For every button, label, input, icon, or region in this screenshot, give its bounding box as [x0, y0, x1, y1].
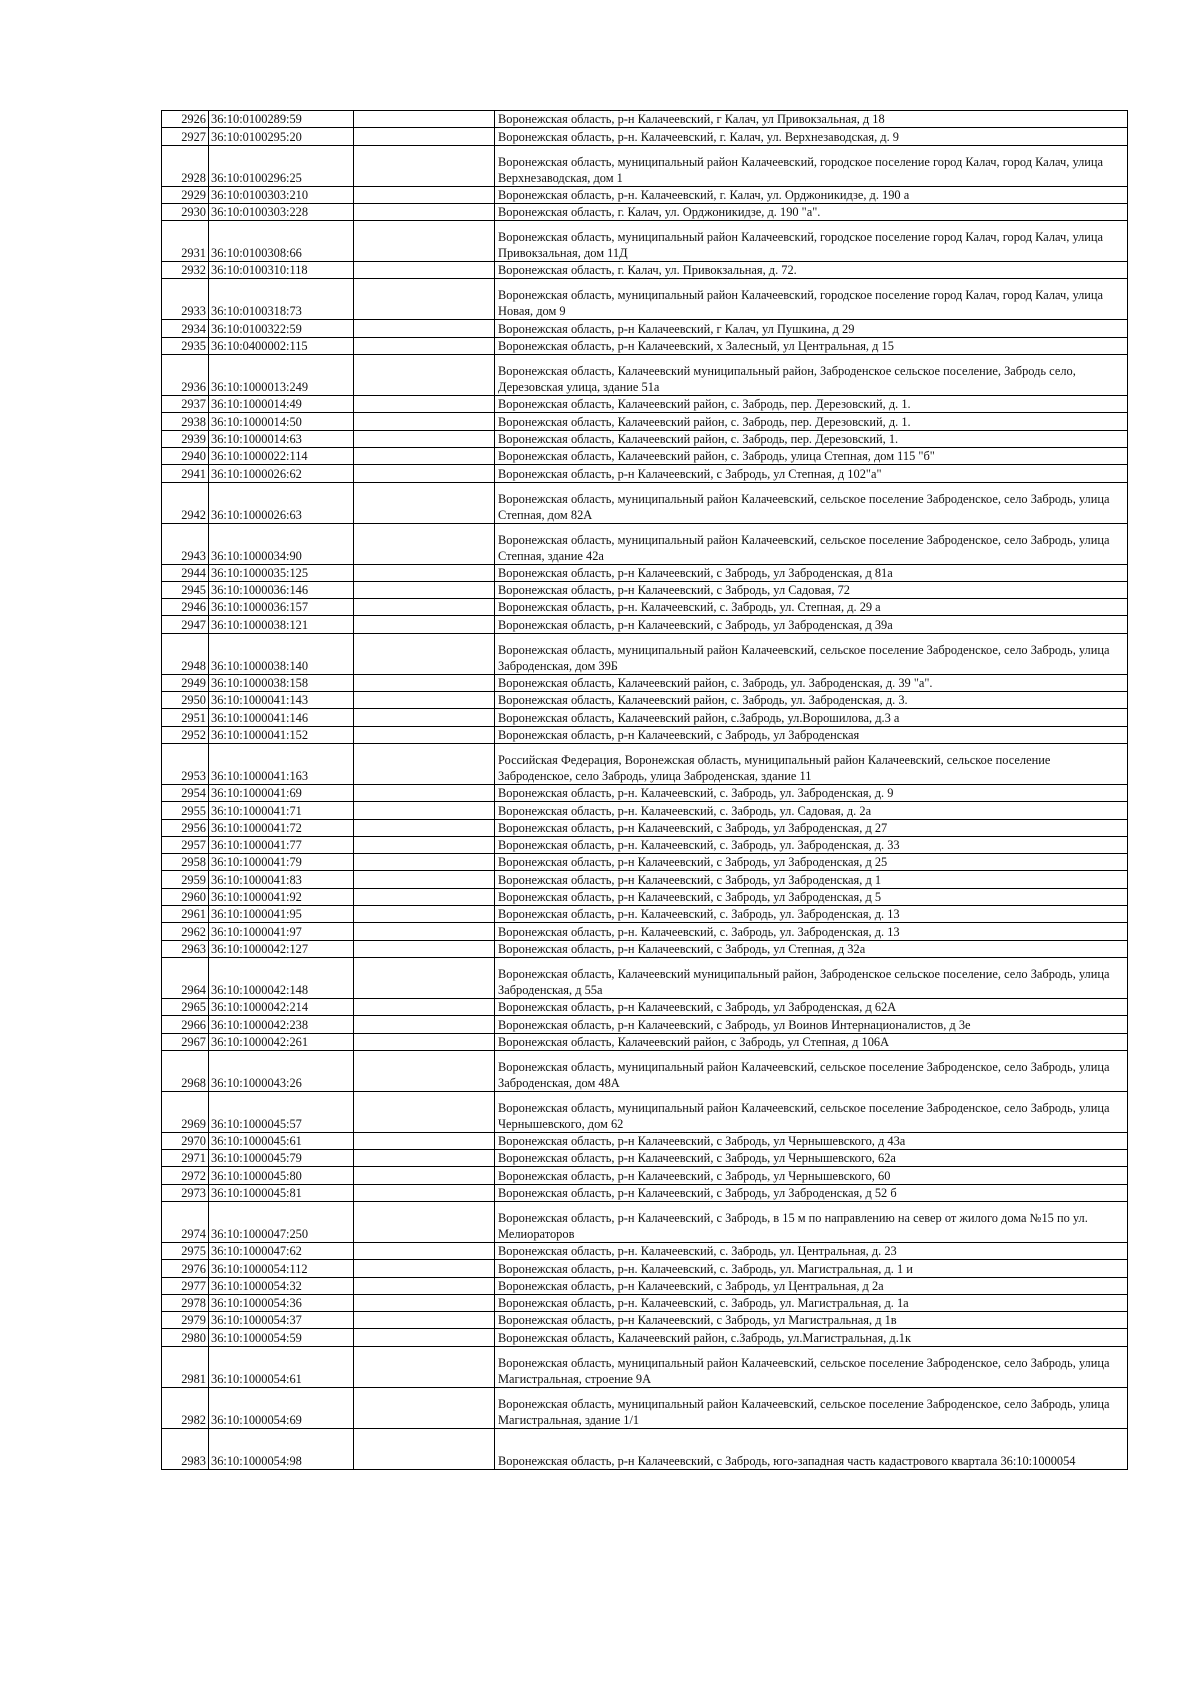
empty-cell: [354, 564, 495, 581]
address: Воронежская область, р-н Калачеевский, х Залесный, ул Центральная, д 15: [495, 337, 1128, 354]
row-number: 2950: [162, 692, 209, 709]
cadastral-number: 36:10:1000041:97: [209, 923, 354, 940]
address: Воронежская область, Калачеевский муниципальный район, Заброденское сельское поселение, Забродь село, Дерезовская улица, здание 51а: [495, 355, 1128, 396]
address: Воронежская область, р-н Калачеевский, с Забродь, ул Чернышевского, 62а: [495, 1150, 1128, 1167]
table-row: [162, 1294, 1128, 1311]
table-row: [162, 145, 1128, 186]
empty-cell: [354, 482, 495, 523]
cadastral-number: 36:10:0100303:228: [209, 203, 354, 220]
row-number: 2974: [162, 1201, 209, 1242]
cadastral-number: 36:10:1000047:250: [209, 1201, 354, 1242]
empty-cell: [354, 836, 495, 853]
table-row: [162, 203, 1128, 220]
table-row: [162, 262, 1128, 279]
cadastral-number: 36:10:1000042:148: [209, 957, 354, 998]
empty-cell: [354, 1091, 495, 1132]
table-row: [162, 279, 1128, 320]
row-number: 2967: [162, 1033, 209, 1050]
row-number: 2949: [162, 674, 209, 691]
cadastral-number: 36:10:1000026:63: [209, 482, 354, 523]
cadastral-number: 36:10:1000041:95: [209, 906, 354, 923]
cadastral-number: 36:10:1000014:63: [209, 430, 354, 447]
cadastral-number: 36:10:0100303:210: [209, 186, 354, 203]
table-row: [162, 633, 1128, 674]
empty-cell: [354, 447, 495, 464]
table-row: [162, 447, 1128, 464]
table-row: [162, 1050, 1128, 1091]
empty-cell: [354, 1387, 495, 1428]
table-row: [162, 1346, 1128, 1387]
table-row: [162, 1260, 1128, 1277]
cadastral-number: 36:10:1000042:214: [209, 998, 354, 1015]
table-row: [162, 128, 1128, 145]
row-number: 2971: [162, 1150, 209, 1167]
address: Воронежская область, р-н Калачеевский, с Забродь, ул Заброденская, д 25: [495, 854, 1128, 871]
address: Воронежская область, Калачеевский район, с.Забродь, ул.Магистральная, д.1к: [495, 1329, 1128, 1346]
address: Воронежская область, муниципальный район Калачеевский, сельское поселение Заброденское, село Забродь, улица Степная, здание 42а: [495, 523, 1128, 564]
table-row: [162, 523, 1128, 564]
empty-cell: [354, 430, 495, 447]
row-number: 2962: [162, 923, 209, 940]
table-row: [162, 1312, 1128, 1329]
row-number: 2929: [162, 186, 209, 203]
row-number: 2955: [162, 802, 209, 819]
empty-cell: [354, 1277, 495, 1294]
address: Воронежская область, р-н Калачеевский, г Калач, ул Пушкина, д 29: [495, 320, 1128, 337]
table-row: [162, 784, 1128, 801]
table-row: [162, 1150, 1128, 1167]
row-number: 2972: [162, 1167, 209, 1184]
row-number: 2975: [162, 1242, 209, 1259]
table-row: [162, 355, 1128, 396]
address: Воронежская область, р-н Калачеевский, с Забродь, ул Заброденская: [495, 726, 1128, 743]
row-number: 2979: [162, 1312, 209, 1329]
row-number: 2931: [162, 221, 209, 262]
cadastral-number: 36:10:1000041:69: [209, 784, 354, 801]
table-row: [162, 430, 1128, 447]
table-row: [162, 1091, 1128, 1132]
address: Воронежская область, р-н. Калачеевский, с. Забродь, ул. Заброденская, д. 9: [495, 784, 1128, 801]
address: Воронежская область, Калачеевский район, с Забродь, ул Степная, д 106А: [495, 1033, 1128, 1050]
table-row: [162, 957, 1128, 998]
row-number: 2941: [162, 465, 209, 482]
empty-cell: [354, 692, 495, 709]
table-row: [162, 221, 1128, 262]
table-row: [162, 1033, 1128, 1050]
cadastral-number: 36:10:1000054:98: [209, 1428, 354, 1469]
empty-cell: [354, 888, 495, 905]
row-number: 2944: [162, 564, 209, 581]
row-number: 2942: [162, 482, 209, 523]
empty-cell: [354, 784, 495, 801]
address: Воронежская область, р-н Калачеевский, с Забродь, ул Заброденская, д 62А: [495, 998, 1128, 1015]
cadastral-number: 36:10:1000042:127: [209, 940, 354, 957]
empty-cell: [354, 1016, 495, 1033]
row-number: 2930: [162, 203, 209, 220]
address: Воронежская область, муниципальный район Калачеевский, сельское поселение Заброденское, село Забродь, улица Чернышевского, дом 62: [495, 1091, 1128, 1132]
empty-cell: [354, 1428, 495, 1469]
empty-cell: [354, 111, 495, 128]
row-number: 2957: [162, 836, 209, 853]
table-row: [162, 465, 1128, 482]
cadastral-number: 36:10:1000045:81: [209, 1184, 354, 1201]
row-number: 2934: [162, 320, 209, 337]
empty-cell: [354, 599, 495, 616]
row-number: 2977: [162, 1277, 209, 1294]
address: Российская Федерация, Воронежская область, муниципальный район Калачеевский, сельское поселение Заброденское, село Забродь, улица Заброденская, здание 11: [495, 743, 1128, 784]
cadastral-number: 36:10:1000041:79: [209, 854, 354, 871]
address: Воронежская область, Калачеевский район, с. Забродь, ул. Заброденская, д. 3.: [495, 692, 1128, 709]
address: Воронежская область, р-н. Калачеевский, г. Калач, ул. Верхнезаводская, д. 9: [495, 128, 1128, 145]
row-number: 2951: [162, 709, 209, 726]
row-number: 2940: [162, 447, 209, 464]
cadastral-number: 36:10:1000041:146: [209, 709, 354, 726]
cadastral-number: 36:10:1000041:71: [209, 802, 354, 819]
table-row: [162, 1387, 1128, 1428]
address: Воронежская область, Калачеевский муниципальный район, Заброденское сельское поселение, село Забродь, улица Заброденская, д 55а: [495, 957, 1128, 998]
empty-cell: [354, 709, 495, 726]
address: Воронежская область, р-н Калачеевский, с Забродь, ул Заброденская, д 39а: [495, 616, 1128, 633]
address: Воронежская область, р-н Калачеевский, с Забродь, ул Чернышевского, д 43а: [495, 1132, 1128, 1149]
table-row: [162, 599, 1128, 616]
empty-cell: [354, 523, 495, 564]
cadastral-number: 36:10:1000038:158: [209, 674, 354, 691]
cadastral-number: 36:10:1000054:32: [209, 1277, 354, 1294]
cadastral-table-body: [162, 111, 1128, 1470]
row-number: 2936: [162, 355, 209, 396]
table-row: [162, 396, 1128, 413]
table-row: [162, 616, 1128, 633]
address: Воронежская область, р-н. Калачеевский, с. Забродь, ул. Магистральная, д. 1а: [495, 1294, 1128, 1311]
row-number: 2937: [162, 396, 209, 413]
empty-cell: [354, 1050, 495, 1091]
row-number: 2983: [162, 1428, 209, 1469]
table-row: [162, 940, 1128, 957]
address: Воронежская область, муниципальный район Калачеевский, городское поселение город Калач, город Калач, улица Новая, дом 9: [495, 279, 1128, 320]
cadastral-number: 36:10:1000036:157: [209, 599, 354, 616]
address: Воронежская область, р-н Калачеевский, с Забродь, ул Садовая, 72: [495, 581, 1128, 598]
cadastral-number: 36:10:1000022:114: [209, 447, 354, 464]
table-row: [162, 819, 1128, 836]
empty-cell: [354, 1184, 495, 1201]
address: Воронежская область, Калачеевский район, с. Забродь, ул. Заброденская, д. 39 "а".: [495, 674, 1128, 691]
row-number: 2970: [162, 1132, 209, 1149]
row-number: 2973: [162, 1184, 209, 1201]
row-number: 2982: [162, 1387, 209, 1428]
address: Воронежская область, муниципальный район Калачеевский, сельское поселение Заброденское, село Забродь, улица Магистральная, строение 9А: [495, 1346, 1128, 1387]
row-number: 2965: [162, 998, 209, 1015]
table-row: [162, 1242, 1128, 1259]
empty-cell: [354, 262, 495, 279]
table-row: [162, 888, 1128, 905]
address: Воронежская область, муниципальный район Калачеевский, сельское поселение Заброденское, село Забродь, улица Заброденская, дом 48А: [495, 1050, 1128, 1091]
cadastral-number: 36:10:1000014:49: [209, 396, 354, 413]
cadastral-number: 36:10:1000014:50: [209, 413, 354, 430]
empty-cell: [354, 1312, 495, 1329]
empty-cell: [354, 581, 495, 598]
empty-cell: [354, 674, 495, 691]
row-number: 2956: [162, 819, 209, 836]
empty-cell: [354, 998, 495, 1015]
cadastral-number: 36:10:1000041:77: [209, 836, 354, 853]
address: Воронежская область, Калачеевский район, с. Забродь, пер. Дерезовский, д. 1.: [495, 396, 1128, 413]
table-row: [162, 1329, 1128, 1346]
row-number: 2976: [162, 1260, 209, 1277]
row-number: 2981: [162, 1346, 209, 1387]
row-number: 2963: [162, 940, 209, 957]
row-number: 2953: [162, 743, 209, 784]
address: Воронежская область, р-н. Калачеевский, г. Калач, ул. Орджоникидзе, д. 190 а: [495, 186, 1128, 203]
table-row: [162, 802, 1128, 819]
table-row: [162, 111, 1128, 128]
address: Воронежская область, р-н Калачеевский, с Забродь, в 15 м по направлению на север от жилого дома №15 по ул. Мелиораторов: [495, 1201, 1128, 1242]
cadastral-number: 36:10:1000041:83: [209, 871, 354, 888]
cadastral-number: 36:10:0100289:59: [209, 111, 354, 128]
empty-cell: [354, 1294, 495, 1311]
table-row: [162, 482, 1128, 523]
row-number: 2954: [162, 784, 209, 801]
address: Воронежская область, Калачеевский район, с. Забродь, пер. Дерезовский, 1.: [495, 430, 1128, 447]
row-number: 2935: [162, 337, 209, 354]
row-number: 2966: [162, 1016, 209, 1033]
address: Воронежская область, муниципальный район Калачеевский, сельское поселение Заброденское, село Забродь, улица Степная, дом 82А: [495, 482, 1128, 523]
table-row: [162, 726, 1128, 743]
empty-cell: [354, 1242, 495, 1259]
cadastral-number: 36:10:1000043:26: [209, 1050, 354, 1091]
table-row: [162, 674, 1128, 691]
address: Воронежская область, р-н. Калачеевский, с. Забродь, ул. Заброденская, д. 33: [495, 836, 1128, 853]
address: Воронежская область, муниципальный район Калачеевский, сельское поселение Заброденское, село Забродь, улица Магистральная, здание 1/1: [495, 1387, 1128, 1428]
table-row: [162, 709, 1128, 726]
row-number: 2945: [162, 581, 209, 598]
address: Воронежская область, г. Калач, ул. Орджоникидзе, д. 190 "а".: [495, 203, 1128, 220]
empty-cell: [354, 616, 495, 633]
cadastral-number: 36:10:1000041:152: [209, 726, 354, 743]
table-row: [162, 692, 1128, 709]
cadastral-number: 36:10:1000054:59: [209, 1329, 354, 1346]
cadastral-number: 36:10:0100296:25: [209, 145, 354, 186]
empty-cell: [354, 145, 495, 186]
cadastral-number: 36:10:1000042:238: [209, 1016, 354, 1033]
cadastral-number: 36:10:1000042:261: [209, 1033, 354, 1050]
address: Воронежская область, р-н Калачеевский, с Забродь, ул Центральная, д 2а: [495, 1277, 1128, 1294]
table-row: [162, 998, 1128, 1015]
empty-cell: [354, 279, 495, 320]
address: Воронежская область, муниципальный район Калачеевский, сельское поселение Заброденское, село Забродь, улица Заброденская, дом 39Б: [495, 633, 1128, 674]
cadastral-number: 36:10:1000054:69: [209, 1387, 354, 1428]
table-row: [162, 581, 1128, 598]
cadastral-number: 36:10:1000013:249: [209, 355, 354, 396]
address: Воронежская область, р-н. Калачеевский, с. Забродь, ул. Заброденская, д. 13: [495, 923, 1128, 940]
cadastral-number: 36:10:1000035:125: [209, 564, 354, 581]
empty-cell: [354, 906, 495, 923]
cadastral-number: 36:10:1000038:140: [209, 633, 354, 674]
cadastral-number: 36:10:1000041:72: [209, 819, 354, 836]
row-number: 2939: [162, 430, 209, 447]
empty-cell: [354, 1346, 495, 1387]
table-row: [162, 1184, 1128, 1201]
table-row: [162, 906, 1128, 923]
empty-cell: [354, 128, 495, 145]
row-number: 2943: [162, 523, 209, 564]
address: Воронежская область, Калачеевский район, с.Забродь, ул.Ворошилова, д.3 а: [495, 709, 1128, 726]
table-row: [162, 871, 1128, 888]
table-row: [162, 1201, 1128, 1242]
row-number: 2978: [162, 1294, 209, 1311]
row-number: 2932: [162, 262, 209, 279]
table-row: [162, 1016, 1128, 1033]
empty-cell: [354, 1260, 495, 1277]
cadastral-number: 36:10:0100295:20: [209, 128, 354, 145]
empty-cell: [354, 1167, 495, 1184]
address: Воронежская область, муниципальный район Калачеевский, городское поселение город Калач, город Калач, улица Привокзальная, дом 11Д: [495, 221, 1128, 262]
empty-cell: [354, 854, 495, 871]
address: Воронежская область, г. Калач, ул. Привокзальная, д. 72.: [495, 262, 1128, 279]
empty-cell: [354, 221, 495, 262]
row-number: 2960: [162, 888, 209, 905]
empty-cell: [354, 819, 495, 836]
empty-cell: [354, 1033, 495, 1050]
table-row: [162, 1167, 1128, 1184]
cadastral-number: 36:10:1000047:62: [209, 1242, 354, 1259]
row-number: 2964: [162, 957, 209, 998]
empty-cell: [354, 203, 495, 220]
empty-cell: [354, 802, 495, 819]
cadastral-number: 36:10:1000045:57: [209, 1091, 354, 1132]
row-number: 2969: [162, 1091, 209, 1132]
address: Воронежская область, Калачеевский район, с. Забродь, пер. Дерезовский, д. 1.: [495, 413, 1128, 430]
address: Воронежская область, р-н Калачеевский, с Забродь, ул Степная, д 102"а": [495, 465, 1128, 482]
address: Воронежская область, р-н Калачеевский, с Забродь, ул Магистральная, д 1в: [495, 1312, 1128, 1329]
table-row: [162, 1277, 1128, 1294]
row-number: 2938: [162, 413, 209, 430]
table-row: [162, 186, 1128, 203]
address: Воронежская область, р-н Калачеевский, с Забродь, ул Воинов Интернационалистов, д 3е: [495, 1016, 1128, 1033]
cadastral-number: 36:10:1000045:61: [209, 1132, 354, 1149]
cadastral-number: 36:10:1000041:143: [209, 692, 354, 709]
empty-cell: [354, 1201, 495, 1242]
cadastral-number: 36:10:1000026:62: [209, 465, 354, 482]
address: Воронежская область, р-н Калачеевский, с Забродь, юго-западная часть кадастрового квартала 36:10:1000054: [495, 1428, 1128, 1469]
cadastral-number: 36:10:1000034:90: [209, 523, 354, 564]
table-row: [162, 743, 1128, 784]
empty-cell: [354, 396, 495, 413]
address: Воронежская область, р-н. Калачеевский, с. Забродь, ул. Центральная, д. 23: [495, 1242, 1128, 1259]
table-row: [162, 923, 1128, 940]
cadastral-number: 36:10:1000054:112: [209, 1260, 354, 1277]
empty-cell: [354, 957, 495, 998]
table-row: [162, 1428, 1128, 1469]
cadastral-number: 36:10:1000036:146: [209, 581, 354, 598]
table-row: [162, 854, 1128, 871]
row-number: 2958: [162, 854, 209, 871]
row-number: 2928: [162, 145, 209, 186]
row-number: 2980: [162, 1329, 209, 1346]
empty-cell: [354, 923, 495, 940]
cadastral-table: [161, 110, 1128, 1470]
address: Воронежская область, р-н Калачеевский, с Забродь, ул Заброденская, д 52 б: [495, 1184, 1128, 1201]
address: Воронежская область, р-н. Калачеевский, с. Забродь, ул. Степная, д. 29 а: [495, 599, 1128, 616]
empty-cell: [354, 355, 495, 396]
table-row: [162, 1132, 1128, 1149]
cadastral-number: 36:10:0100322:59: [209, 320, 354, 337]
address: Воронежская область, р-н Калачеевский, г Калач, ул Привокзальная, д 18: [495, 111, 1128, 128]
empty-cell: [354, 1329, 495, 1346]
address: Воронежская область, р-н Калачеевский, с Забродь, ул Чернышевского, 60: [495, 1167, 1128, 1184]
empty-cell: [354, 743, 495, 784]
empty-cell: [354, 1132, 495, 1149]
table-row: [162, 836, 1128, 853]
cadastral-number: 36:10:1000054:61: [209, 1346, 354, 1387]
empty-cell: [354, 633, 495, 674]
row-number: 2926: [162, 111, 209, 128]
cadastral-number: 36:10:0100308:66: [209, 221, 354, 262]
address: Воронежская область, р-н Калачеевский, с Забродь, ул Заброденская, д 1: [495, 871, 1128, 888]
cadastral-number: 36:10:0100318:73: [209, 279, 354, 320]
cadastral-number: 36:10:1000054:36: [209, 1294, 354, 1311]
row-number: 2948: [162, 633, 209, 674]
empty-cell: [354, 337, 495, 354]
address: Воронежская область, р-н Калачеевский, с Забродь, ул Заброденская, д 5: [495, 888, 1128, 905]
empty-cell: [354, 726, 495, 743]
cadastral-number: 36:10:1000038:121: [209, 616, 354, 633]
address: Воронежская область, р-н Калачеевский, с Забродь, ул Заброденская, д 81а: [495, 564, 1128, 581]
empty-cell: [354, 871, 495, 888]
empty-cell: [354, 320, 495, 337]
table-row: [162, 320, 1128, 337]
empty-cell: [354, 940, 495, 957]
row-number: 2933: [162, 279, 209, 320]
row-number: 2946: [162, 599, 209, 616]
cadastral-number: 36:10:1000045:80: [209, 1167, 354, 1184]
cadastral-number: 36:10:1000054:37: [209, 1312, 354, 1329]
row-number: 2961: [162, 906, 209, 923]
empty-cell: [354, 413, 495, 430]
cadastral-number: 36:10:1000045:79: [209, 1150, 354, 1167]
row-number: 2947: [162, 616, 209, 633]
row-number: 2952: [162, 726, 209, 743]
row-number: 2959: [162, 871, 209, 888]
table-row: [162, 413, 1128, 430]
table-row: [162, 564, 1128, 581]
row-number: 2927: [162, 128, 209, 145]
cadastral-number: 36:10:1000041:163: [209, 743, 354, 784]
address: Воронежская область, р-н. Калачеевский, с. Забродь, ул. Магистральная, д. 1 и: [495, 1260, 1128, 1277]
address: Воронежская область, Калачеевский район, с. Забродь, улица Степная, дом 115 "б": [495, 447, 1128, 464]
address: Воронежская область, р-н. Калачеевский, с. Забродь, ул. Садовая, д. 2а: [495, 802, 1128, 819]
table-row: [162, 337, 1128, 354]
empty-cell: [354, 186, 495, 203]
empty-cell: [354, 1150, 495, 1167]
cadastral-number: 36:10:1000041:92: [209, 888, 354, 905]
empty-cell: [354, 465, 495, 482]
cadastral-number: 36:10:0400002:115: [209, 337, 354, 354]
address: Воронежская область, р-н. Калачеевский, с. Забродь, ул. Заброденская, д. 13: [495, 906, 1128, 923]
address: Воронежская область, муниципальный район Калачеевский, городское поселение город Калач, город Калач, улица Верхнезаводская, дом 1: [495, 145, 1128, 186]
address: Воронежская область, р-н Калачеевский, с Забродь, ул Заброденская, д 27: [495, 819, 1128, 836]
cadastral-number: 36:10:0100310:118: [209, 262, 354, 279]
row-number: 2968: [162, 1050, 209, 1091]
address: Воронежская область, р-н Калачеевский, с Забродь, ул Степная, д 32а: [495, 940, 1128, 957]
